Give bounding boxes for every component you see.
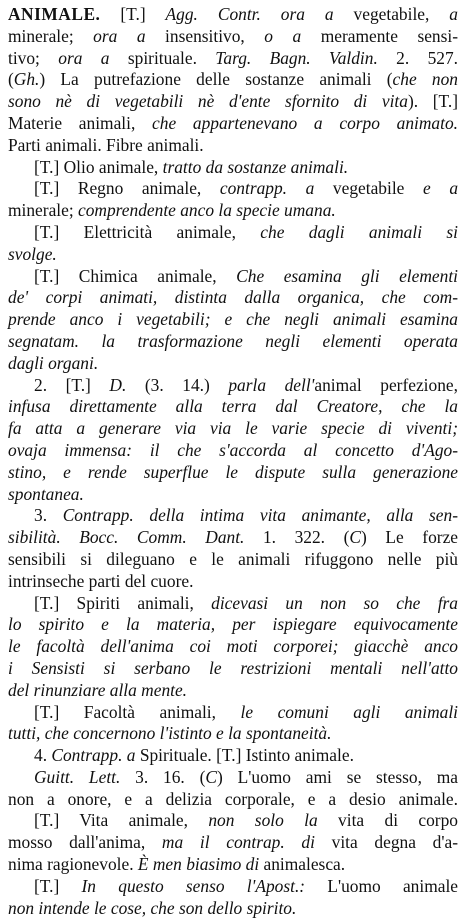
text-segment: [T.] Facoltà animali, [34,701,241,722]
text-line [8,593,458,615]
text-segment: che appartenevano a corpo animato. [152,112,458,133]
text-segment: fa atta a generare via via le varie specie di viventi; [8,418,458,439]
text-segment: minerale; [8,25,94,46]
text-segment: Agg. Contr. ora a [165,4,334,24]
text-line [8,69,458,91]
headword: ANIMALE. [8,4,101,24]
text-line [8,571,458,593]
text-line [8,222,458,244]
text-segment: ora a [93,25,146,46]
text-segment: spirituale. [109,47,216,68]
text-segment: [T.] [100,4,166,24]
text-segment: L'uomo animale [305,875,458,896]
text-segment: svolge. [8,243,57,264]
text-segment: tratto da sostanze animali. [162,156,349,177]
text-segment: Guitt. Lett. [34,766,121,787]
text-segment: a [449,4,458,24]
text-segment: Contrapp. a [51,745,136,766]
text-segment: Targ. Bagn. Valdin. [215,47,378,68]
text-line [8,26,458,48]
text-segment: Gh. [13,69,40,90]
text-line [8,178,458,200]
text-segment: 1. 322. ( [244,527,350,548]
text-segment: Che esamina gli elementi [236,265,458,286]
text-line [8,462,458,484]
text-line [8,789,458,811]
text-segment: [T.] Olio animale, [34,156,163,177]
text-segment: ma il contrap. di [161,832,315,853]
text-segment: In questo senso l'Apost.: [81,875,306,896]
text-segment: [T.] Vita animale, [34,810,209,831]
text-line [8,135,458,157]
text-segment: infusa direttamente alla terra dal Creatore, che la [8,396,458,417]
text-segment: Materie animali, [8,112,153,133]
text-line [8,876,458,898]
text-segment: ) Le forze [361,527,459,548]
text-line [8,527,458,549]
text-line [8,266,458,288]
text-line [8,680,458,702]
text-segment: de' corpi animati, distinta dalla organica, che com- [8,287,458,308]
text-segment: che dagli animali si [260,221,458,242]
text-segment: [T.] Chimica animale, [34,265,237,286]
text-segment: (3. 14.) [126,374,229,395]
text-segment: [T.] Elettricità animale, [34,221,261,242]
text-segment: ). [T.] [407,91,458,112]
text-segment: vegetabile, [333,4,450,24]
text-line [8,658,458,680]
text-line [8,505,458,527]
text-segment: del rinunziare alla mente. [8,679,188,700]
text-segment: ora a [58,47,110,68]
text-segment: lo spirito e la materia, per ispiegare equivocamente [8,614,458,635]
text-line [8,48,458,70]
text-line [8,375,458,397]
text-segment: dagli organi. [8,352,99,373]
text-line [8,810,458,832]
text-segment: ovaja immensa: il che s'accorda al concetto d'Ago- [8,439,458,460]
text-segment: che non [392,69,458,90]
text-segment: comprendente anco la specie umana. [78,200,336,221]
text-line [8,91,458,113]
text-segment: non intende le cose, che son dello spirito. [8,897,297,918]
text-segment: sensibili si dileguano e le animali rifuggono nelle più [8,548,458,569]
text-line [8,440,458,462]
text-segment: animal perfezione, [314,374,458,395]
text-segment: tutti, che concernono l'istinto e la spontaneità. [8,723,332,744]
text-line [8,854,458,876]
text-segment: ( [8,69,14,90]
text-line [8,287,458,309]
text-segment: ) L'uomo ami se stesso, ma [217,766,458,787]
text-segment: È men biasimo di [137,854,260,875]
text-segment: intrinseche parti del cuore. [8,570,194,591]
text-segment: 2. [T.] [34,374,110,395]
text-line [8,484,458,506]
text-line [8,396,458,418]
text-segment: vegetabile [314,178,423,199]
text-segment: Spirituale. [T.] Istinto animale. [135,745,354,766]
text-segment: parla dell' [228,374,315,395]
text-segment: mosso dall'anima, [8,832,162,853]
text-segment: spontanea. [8,483,84,504]
text-line [8,331,458,353]
text-segment: [T.] Regno animale, [34,178,220,199]
text-segment: meramente sensi- [301,25,459,46]
text-segment: [T.] [34,875,82,896]
text-segment: 3. [34,505,63,526]
text-line [8,767,458,789]
text-segment: le comuni agli animali [240,701,459,722]
text-line [8,418,458,440]
text-line [8,353,458,375]
text-line [8,200,458,222]
text-segment: ) La putrefazione delle sostanze animali ( [39,69,393,90]
text-segment: stino, e rende superflue le dispute sulla generazione [8,461,458,482]
text-segment: sibilità. Bocc. Comm. Dant. [8,527,245,548]
text-segment: non solo la [208,810,318,831]
text-segment: prende anco i vegetabili; e che negli animali esamina [8,309,458,330]
text-segment: tivo; [8,47,59,68]
text-line [8,113,458,135]
text-segment: segnatam. la trasformazione negli elementi operata [8,330,458,351]
text-segment: le facoltà dell'anima coi moti corporei; giacchè anco [8,636,458,657]
text-segment: 2. 527. [377,47,459,68]
text-line [8,745,458,767]
text-segment: Contrapp. della intima vita animante, alla sen- [62,505,458,526]
text-line [8,157,458,179]
text-line [8,832,458,854]
text-segment: vita degna d'a- [314,832,458,853]
text-segment: o a [264,25,302,46]
text-segment: C [349,527,361,548]
text-segment: nima ragionevole. [8,854,138,875]
text-segment: dicevasi un non so che fra [211,592,458,613]
text-line [8,614,458,636]
text-line [8,549,458,571]
text-line [8,636,458,658]
text-segment: non a onore, e a delizia corporale, e a desio animale. [8,788,458,809]
text-segment: D. [109,374,127,395]
text-segment: contrapp. a [219,178,315,199]
text-line [8,244,458,266]
text-segment: i Sensisti si serbano le restrizioni mentali nell'atto [8,657,458,678]
text-segment: 4. [34,745,52,766]
text-segment: 3. 16. ( [120,766,206,787]
text-segment: animalesca. [259,854,346,875]
text-segment: e a [423,178,459,199]
text-line [8,4,458,26]
text-segment: C [205,766,217,787]
text-segment: minerale; [8,200,79,221]
text-segment: sono nè di vegetabili nè d'ente sfornito di vita [8,91,408,112]
text-segment: vita di corpo [317,810,458,831]
text-line [8,702,458,724]
text-line [8,309,458,331]
text-line [8,723,458,745]
text-segment: insensitivo, [145,25,265,46]
text-segment: [T.] Spiriti animali, [34,592,212,613]
text-segment: Parti animali. Fibre animali. [8,134,204,155]
